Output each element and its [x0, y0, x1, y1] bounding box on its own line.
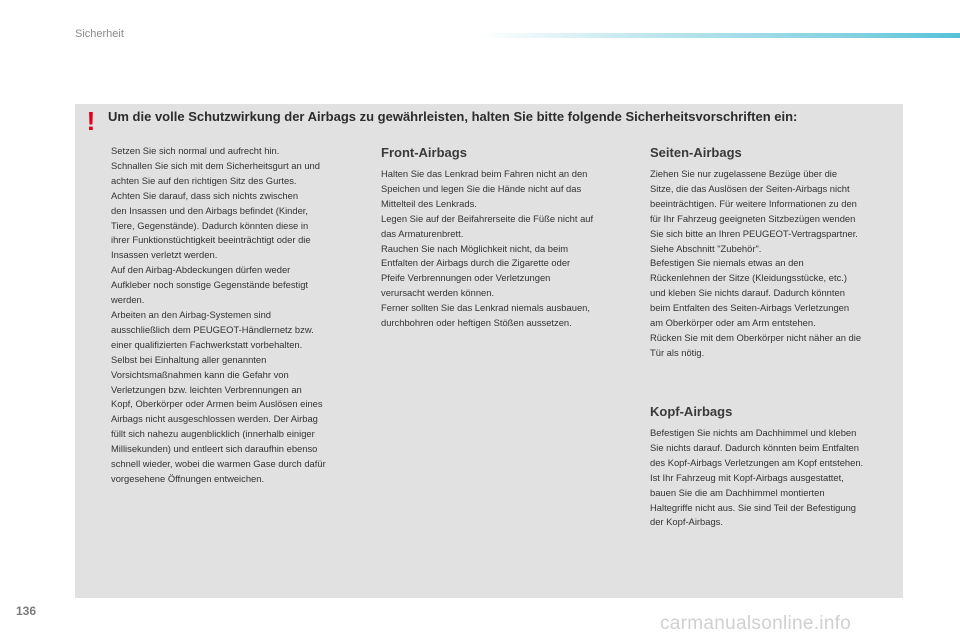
text-line: Arbeiten an den Airbag-Systemen sind — [111, 308, 271, 320]
text-line: beim Entfalten des Seiten-Airbags Verletzungen — [650, 302, 850, 314]
text-line: Tür als nötig. — [650, 346, 705, 358]
text-line: Auf den Airbag-Abdeckungen dürfen weder — [111, 264, 291, 276]
text-line: Sie nichts darauf. Dadurch könnten beim Entfalten — [650, 441, 859, 453]
text-line: Schnallen Sie sich mit dem Sicherheitsgurt an und — [111, 159, 320, 171]
text-line: Aufkleber noch sonstige Gegenstände befestigt — [111, 279, 309, 291]
page-number: 136 — [16, 604, 37, 618]
text-line: bauen Sie die am Dachhimmel montierten — [650, 486, 825, 498]
text-line: den Insassen und den Airbags befindet (Kinder, — [111, 204, 309, 216]
text-line: achten Sie auf den richtigen Sitz des Gurtes. — [111, 174, 297, 186]
text-line: Siehe Abschnitt "Zubehör". — [650, 242, 762, 254]
general-instructions — [111, 144, 363, 487]
text-line: Rückenlehnen der Sitze (Kleidungsstücke, etc.) — [650, 272, 847, 284]
text-line: Speichen und legen Sie die Hände nicht auf das — [381, 182, 582, 194]
text-line: Ist Ihr Fahrzeug mit Kopf-Airbags ausgestattet, — [650, 471, 844, 483]
text-line: Mittelteil des Lenkrads. — [381, 197, 477, 209]
text-line: Achten Sie darauf, dass sich nichts zwischen — [111, 189, 299, 201]
text-line: einer qualifizierten Fachwerkstatt vorbehalten. — [111, 338, 303, 350]
text-line: Ferner sollten Sie das Lenkrad niemals ausbauen, — [381, 302, 590, 314]
text-line: Sitze, die das Auslösen der Seiten-Airbags nicht — [650, 182, 850, 194]
text-line: füllt sich nahezu augenblicklich (innerhalb einiger — [111, 428, 315, 440]
kopf-airbags-heading: Kopf-Airbags — [650, 404, 733, 419]
header-stripe — [480, 33, 960, 38]
text-line: Befestigen Sie niemals etwas an den — [650, 257, 804, 269]
kopf-airbags-text — [650, 426, 902, 530]
text-line: Millisekunden) und entleert sich daraufhin ebenso — [111, 443, 318, 455]
text-line: Halten Sie das Lenkrad beim Fahren nicht an den — [381, 168, 588, 179]
text-line: Sie sich bitte an Ihren PEUGEOT-Vertragspartner. — [650, 227, 858, 239]
text-line: Insassen verletzt werden. — [111, 249, 218, 261]
front-airbags-heading: Front-Airbags — [381, 145, 467, 160]
text-line: werden. — [111, 294, 145, 306]
text-line: und kleben Sie nichts darauf. Dadurch könnten — [650, 287, 845, 299]
text-line: ausschließlich dem PEUGEOT-Händlernetz bzw. — [111, 323, 314, 335]
warning-headline: Um die volle Schutzwirkung der Airbags zu gewährleisten, halten Sie bitte folgende Sicherheitsvorschriften ein: — [108, 109, 798, 124]
text-line: Verletzungen bzw. leichten Verbrennungen an — [111, 383, 302, 395]
exclamation-icon: ! — [86, 106, 96, 136]
text-line: Ziehen Sie nur zugelassene Bezüge über die — [650, 168, 838, 179]
text-line: Entfalten der Airbags durch die Zigarette oder — [381, 257, 571, 269]
watermark: carmanualsonline.info — [660, 613, 852, 634]
front-airbags-text — [381, 167, 631, 331]
text-line: schnell wieder, wobei die warmen Gase durch dafür — [111, 458, 326, 470]
seiten-airbags-heading: Seiten-Airbags — [650, 145, 742, 160]
text-line: das Armaturenbrett. — [381, 227, 464, 239]
text-line: durchbohren oder heftigen Stößen aussetzen. — [381, 317, 572, 329]
text-line: für Ihr Fahrzeug geeigneten Sitzbezügen wenden — [650, 212, 856, 224]
text-line: Rauchen Sie nach Möglichkeit nicht, da beim — [381, 242, 569, 254]
text-line: Tiere, Gegenstände). Dadurch könnten diese in — [111, 219, 309, 231]
text-line: Vorsichtsmaßnahmen kann die Gefahr von — [111, 368, 289, 380]
text-line: am Oberkörper oder am Arm entstehen. — [650, 317, 816, 329]
text-line: Selbst bei Einhaltung aller genannten — [111, 353, 267, 365]
text-line: beeinträchtigen. Für weitere Informationen zu den — [650, 197, 857, 209]
text-line: Pfeife Verbrennungen oder Verletzungen — [381, 272, 551, 284]
text-line: Haltegriffe nicht aus. Sie sind Teil der Befestigung — [650, 501, 857, 513]
text-line: verursacht werden können. — [381, 287, 495, 299]
text-line: Kopf, Oberkörper oder Armen beim Auslösen eines — [111, 398, 323, 410]
text-line: der Kopf-Airbags. — [650, 516, 723, 528]
text-line: Rücken Sie mit dem Oberkörper nicht näher an die — [650, 331, 862, 343]
seiten-airbags-text — [650, 167, 902, 361]
text-line: Setzen Sie sich normal und aufrecht hin. — [111, 145, 280, 156]
text-line: ihrer Funktionstüchtigkeit beeinträchtigt oder die — [111, 234, 311, 246]
text-line: vorgesehene Öffnungen entweichen. — [111, 472, 265, 484]
text-line: Airbags nicht ausgeschlossen werden. Der Airbag — [111, 413, 318, 425]
text-line: Legen Sie auf der Beifahrerseite die Füße nicht auf — [381, 212, 594, 224]
text-line: des Kopf-Airbags Verletzungen am Kopf entstehen. — [650, 456, 864, 468]
section-title: Sicherheit — [75, 28, 124, 40]
text-line: Befestigen Sie nichts am Dachhimmel und kleben — [650, 427, 857, 438]
